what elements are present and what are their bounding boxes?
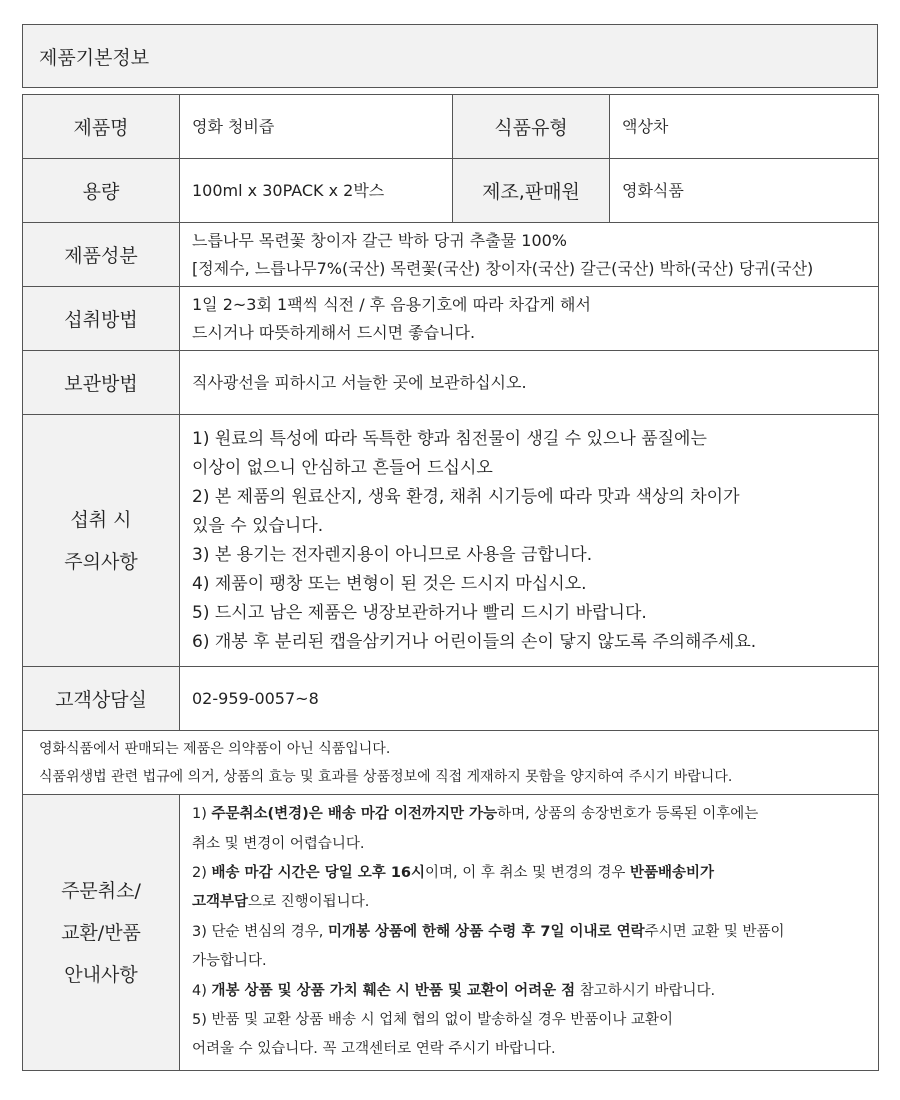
policy-bold: 배송 마감 시간은 당일 오후 16시 [211, 864, 426, 881]
policy-text: 이며, 이 후 취소 및 변경의 경우 [425, 864, 630, 881]
policy-text: 으로 진행이됩니다. [248, 894, 370, 911]
intake-value [180, 287, 879, 351]
policy-list [180, 795, 879, 1071]
volume-label: 용량 [23, 159, 180, 223]
cs-label: 고객상담실 [23, 667, 180, 731]
caution-label-line: 섭취 시 [70, 508, 132, 531]
volume-value: 100ml x 30PACK x 2박스 [180, 159, 453, 223]
policy-label [23, 795, 180, 1071]
notice-line: 영화식품에서 판매되는 제품은 의약품이 아닌 식품입니다. [39, 740, 391, 757]
caution-label-line: 주의사항 [64, 550, 138, 573]
product-name-value: 영화 청비즙 [180, 95, 453, 159]
policy-line: 가능합니다. [192, 953, 267, 970]
storage-value: 직사광선을 피하시고 서늘한 곳에 보관하십시오. [180, 351, 879, 415]
policy-bold: 미개봉 상품에 한해 상품 수령 후 7일 이내로 연락 [327, 923, 645, 940]
table-row [23, 415, 879, 667]
policy-line [192, 888, 877, 917]
food-type-value: 액상차 [610, 95, 879, 159]
caution-line: 5) 드시고 남은 제품은 냉장보관하거나 빨리 드시기 바랍니다. [192, 602, 647, 623]
caution-line: 2) 본 제품의 원료산지, 생육 환경, 채취 시기등에 따라 맛과 색상의 차이가 [192, 486, 740, 507]
caution-label [23, 415, 180, 667]
policy-text: 3) 단순 변심의 경우, [192, 923, 328, 940]
policy-text: 1) [192, 806, 212, 823]
product-name-label: 제품명 [23, 95, 180, 159]
policy-label-line: 주문취소/ [61, 879, 141, 902]
policy-line [192, 977, 877, 1006]
policy-text: 2) [192, 864, 212, 881]
section-title [22, 24, 878, 88]
caution-line: 3) 본 용기는 전자렌지용이 아니므로 사용을 금합니다. [192, 544, 593, 565]
ingredients-line: 느릅나무 목련꽃 창이자 갈근 박하 당귀 추출물 100% [192, 230, 568, 250]
policy-line [192, 918, 877, 947]
ingredients-line: [정제수, 느릅나무7%(국산) 목련꽃(국산) 창이자(국산) 갈근(국산) 박하(국산) 당귀(국산) [192, 258, 814, 278]
food-type-label: 식품유형 [453, 95, 610, 159]
caution-line: 1) 원료의 특성에 따라 독특한 향과 침전물이 생길 수 있으나 품질에는 [192, 428, 707, 449]
notice-line: 식품위생법 관련 법규에 의거, 상품의 효능 및 효과를 상품정보에 직접 게재하지 못함을 양지하여 주시기 바랍니다. [39, 768, 733, 785]
table-row [23, 667, 879, 731]
storage-label: 보관방법 [23, 351, 180, 415]
caution-line: 4) 제품이 팽창 또는 변형이 된 것은 드시지 마십시오. [192, 573, 587, 594]
policy-label-line: 안내사항 [64, 963, 138, 986]
maker-label: 제조,판매원 [453, 159, 610, 223]
policy-text: 참고하시기 바랍니다. [575, 982, 716, 999]
policy-line: 어려울 수 있습니다. 꼭 고객센터로 연락 주시기 바랍니다. [192, 1041, 556, 1058]
policy-text: 주시면 교환 및 반품이 [644, 923, 785, 940]
caution-list [180, 415, 879, 667]
table-row [23, 159, 879, 223]
intake-line: 드시거나 따뜻하게해서 드시면 좋습니다. [192, 322, 476, 342]
cs-phone: 02-959-0057~8 [180, 667, 879, 731]
policy-text: 4) [192, 982, 212, 999]
policy-line: 5) 반품 및 교환 상품 배송 시 업체 협의 없이 발송하실 경우 반품이나 교환이 [192, 1012, 674, 1029]
policy-line [192, 800, 877, 829]
policy-line: 취소 및 변경이 어렵습니다. [192, 835, 365, 852]
table-row [23, 731, 879, 795]
table-row [23, 351, 879, 415]
maker-value: 영화식품 [610, 159, 879, 223]
policy-text: 하며, 상품의 송장번호가 등록된 이후에는 [497, 806, 759, 823]
table-row [23, 795, 879, 1071]
table-row [23, 287, 879, 351]
table-row [23, 95, 879, 159]
policy-bold: 고객부담 [192, 894, 249, 911]
notice [23, 731, 879, 795]
ingredients-value [180, 223, 879, 287]
caution-line: 6) 개봉 후 분리된 캡을삼키거나 어린이들의 손이 닿지 않도록 주의해주세요. [192, 631, 757, 652]
policy-bold: 개봉 상품 및 상품 가치 훼손 시 반품 및 교환이 어려운 점 [211, 982, 576, 999]
section-title-text: 제품기본정보 [39, 46, 150, 69]
intake-line: 1일 2~3회 1팩씩 식전 / 후 음용기호에 따라 차갑게 해서 [192, 294, 591, 314]
policy-bold: 반품배송비가 [629, 864, 715, 881]
ingredients-label: 제품성분 [23, 223, 180, 287]
caution-line: 있을 수 있습니다. [192, 515, 324, 536]
policy-line [192, 859, 877, 888]
caution-line: 이상이 없으니 안심하고 흔들어 드십시오 [192, 457, 493, 478]
table-row [23, 223, 879, 287]
product-info-table [22, 94, 879, 1071]
policy-label-line: 교환/반품 [61, 921, 141, 944]
policy-bold: 주문취소(변경)은 배송 마감 이전까지만 가능 [211, 806, 498, 823]
intake-label: 섭취방법 [23, 287, 180, 351]
